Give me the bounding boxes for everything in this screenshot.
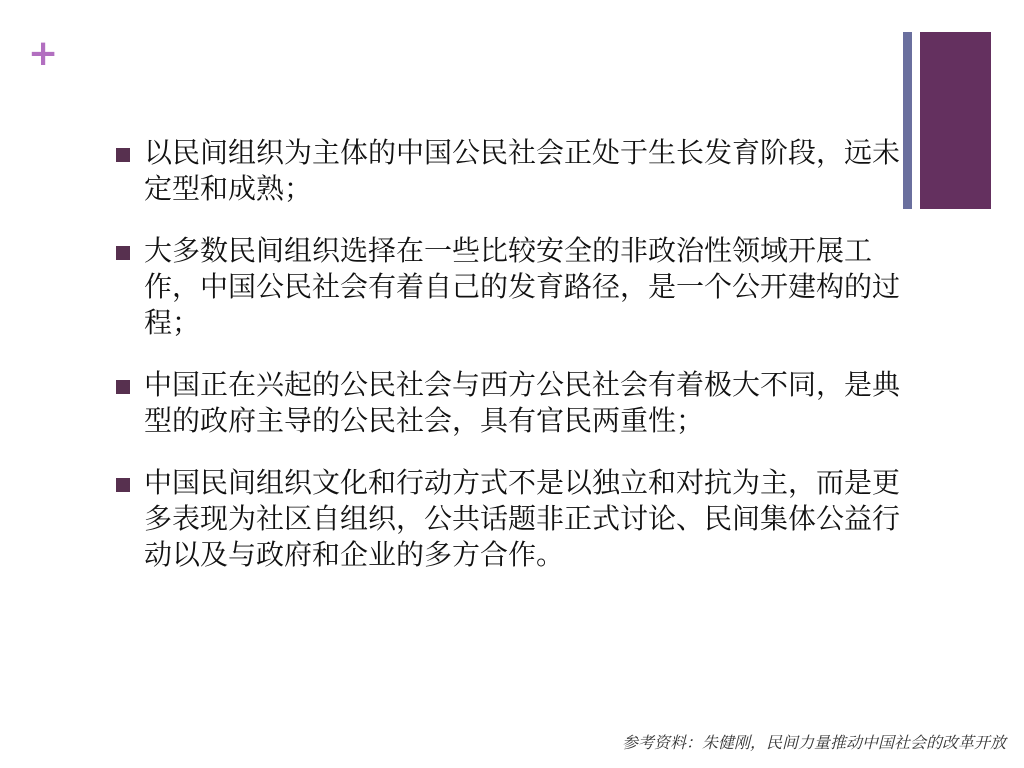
bullet-text: 中国民间组织文化和行动方式不是以独立和对抗为主，而是更多表现为社区自组织，公共话题非正式讨论、民间集体公益行动以及与政府和企业的多方合作。 xyxy=(144,466,901,571)
source-note: 参考资料：朱健刚，民间力量推动中国社会的改革开放 xyxy=(621,733,1006,752)
list-item xyxy=(112,367,902,439)
bullet-text: 以民间组织为主体的中国公民社会正处于生长发育阶段，远未定型和成熟； xyxy=(144,136,901,205)
list-item xyxy=(112,465,902,573)
bullet-text: 大多数民间组织选择在一些比较安全的非政治性领域开展工作，中国公民社会有着自己的发育路径，是一个公开建构的过程； xyxy=(144,234,901,339)
square-bullet-icon xyxy=(116,246,130,260)
square-bullet-icon xyxy=(116,478,130,492)
list-item xyxy=(112,135,902,207)
accent-bar-thin xyxy=(903,32,912,209)
list-item xyxy=(112,233,902,341)
square-bullet-icon xyxy=(116,148,130,162)
square-bullet-icon xyxy=(116,380,130,394)
plus-decoration: + xyxy=(28,33,59,74)
accent-bar-thick xyxy=(920,32,991,209)
bullet-list xyxy=(112,135,902,599)
bullet-text: 中国正在兴起的公民社会与西方公民社会有着极大不同，是典型的政府主导的公民社会，具有官民两重性； xyxy=(144,368,901,437)
